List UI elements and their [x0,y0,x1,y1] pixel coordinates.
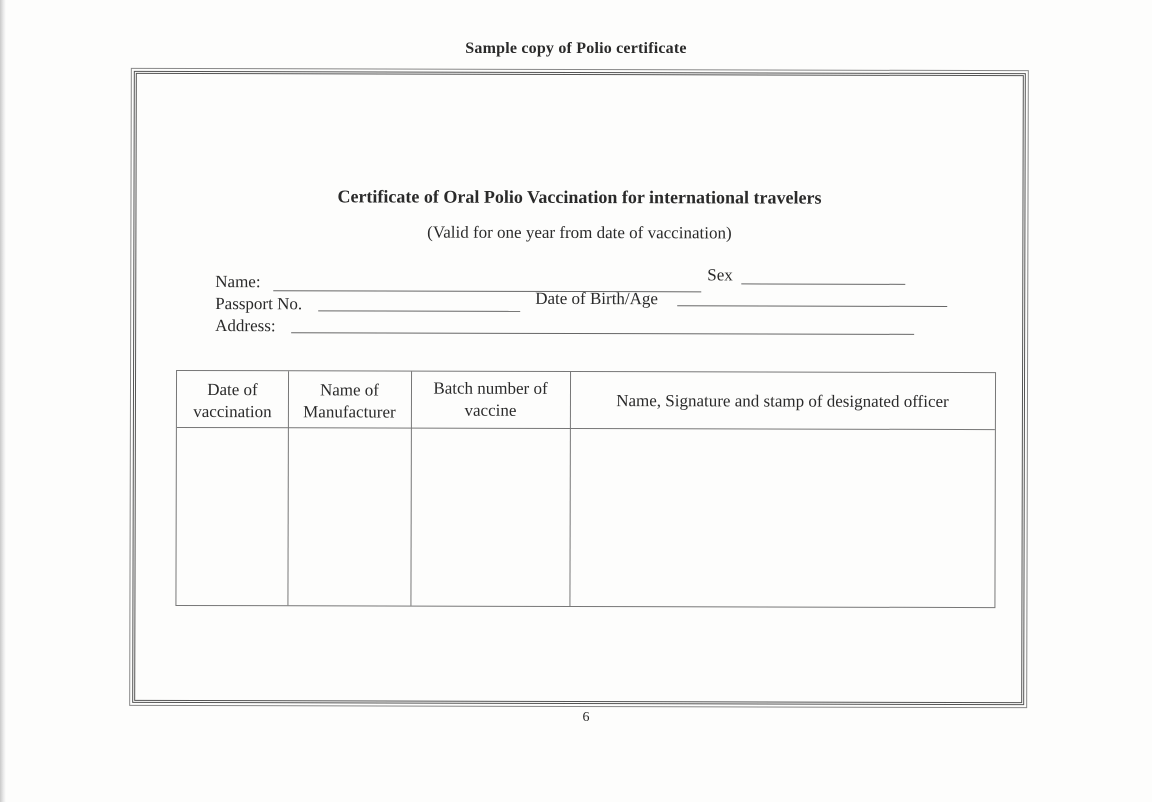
header-date-line2: vaccination [193,401,272,422]
header-manufacturer-line1: Name of [319,380,380,400]
header-batch-line2: vaccine [464,400,517,420]
address-label: Address: [215,316,276,336]
vaccination-table [175,370,996,608]
page-number: 6 [582,710,590,725]
header-officer-signature: Name, Signature and stamp of designated officer [616,391,949,411]
header-manufacturer [288,379,411,423]
header-batch-line1: Batch number of [433,378,548,398]
dob-label: Date of Birth/Age [535,288,659,309]
address-fill-line [291,332,914,335]
certificate-title: Certificate of Oral Polio Vaccination for international travelers [337,186,822,208]
certificate-validity: (Valid for one year from date of vaccination) [427,222,732,243]
passport-fill-line [318,310,520,312]
table-header-rule [177,427,995,430]
scan-edge-shadow [0,0,6,802]
name-label: Name: [215,272,261,292]
header-date-of-vaccination [177,379,288,423]
header-date-line1: Date of [207,380,258,400]
header-manufacturer-line2: Manufacturer [303,402,396,422]
header-batch-number [411,378,570,422]
certificate-frame [132,71,1026,705]
document-heading: Sample copy of Polio certificate [465,40,687,57]
sex-fill-line [741,283,905,284]
sex-label: Sex [707,265,733,285]
dob-fill-line [677,305,947,307]
passport-label: Passport No. [215,294,303,314]
